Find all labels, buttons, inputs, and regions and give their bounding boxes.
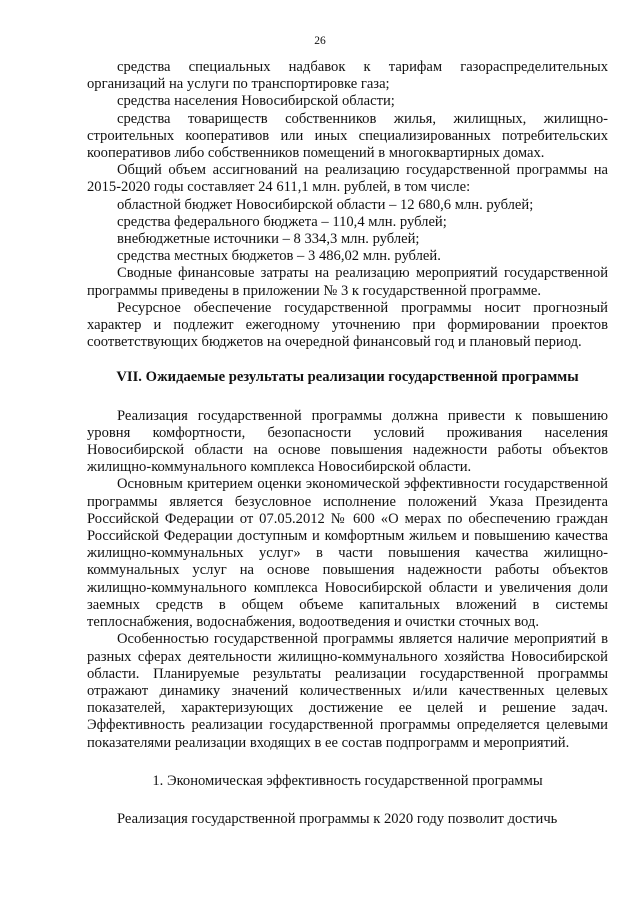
subsection-heading: 1. Экономическая эффективность государственной программы (152, 772, 543, 789)
paragraph: средства местных бюджетов – 3 486,02 млн. рублей. (117, 248, 441, 265)
paragraph: Общий объем ассигнований на реализацию государственной программы на 2015-2020 годы составляет 24 611,1 млн. рублей, в том числе: (87, 162, 608, 196)
paragraph: Ресурсное обеспечение государственной программы носит прогнозный характер и подлежит ежегодному уточнению при формировании проектов соответствующих бюджетов на очередной финансовый год и плановый период. (87, 299, 608, 351)
page-number: 26 (314, 35, 326, 47)
paragraph: Основным критерием оценки экономической эффективности государственной программы является безусловное исполнение положений Указа Президента Российской Федерации от 07.05.2012 № 600 «О мерах по обеспечению граждан Российской Федерации доступным и комфортным жильем и повышению качества жилищно-коммунальных услуг» в части повышения качества жилищно-коммунальных услуг на основе повышения надежности работы объектов жилищно-коммунального комплекса Новосибирской области и увеличения доли заемных средств в общем объеме капитальных вложений в системы теплоснабжения, водоснабжения, водоотведения и очистки сточных вод. (87, 476, 608, 631)
paragraph: Реализация государственной программы должна привести к повышению уровня комфортности, безопасности условий проживания населения Новосибирской области на основе повышения надежности работы объектов жилищно-коммунального комплекса Новосибирской области. (87, 407, 608, 476)
paragraph: областной бюджет Новосибирской области – 12 680,6 млн. рублей; (117, 196, 534, 213)
paragraph: средства населения Новосибирской области; (117, 93, 395, 110)
document-body (87, 59, 608, 828)
paragraph: Реализация государственной программы к 2020 году позволит достичь (117, 810, 558, 827)
paragraph: внебюджетные источники – 8 334,3 млн. рублей; (117, 231, 420, 248)
paragraph: средства федерального бюджета – 110,4 млн. рублей; (117, 213, 447, 230)
paragraph: Сводные финансовые затраты на реализацию мероприятий государственной программы приведены в приложении № 3 к государственной программе. (87, 265, 608, 299)
paragraph: Особенностью государственной программы является наличие мероприятий в разных сферах деятельности жилищно-коммунального хозяйства Новосибирской области. Планируемые результаты реализации государственной программы отражают динамику значений количественных и/или качественных целевых показателей, характеризующих достижение ее целей и решение задач. Эффективность реализации государственной программы определяется целевыми показателями реализации входящих в ее состав подпрограмм и мероприятий. (87, 631, 608, 751)
paragraph: средства специальных надбавок к тарифам газораспределительных организаций на услуги по транспортировке газа; (87, 59, 608, 93)
section-heading: VII. Ожидаемые результаты реализации государственной программы (116, 369, 579, 386)
paragraph: средства товариществ собственников жилья, жилищных, жилищно-строительных кооперативов или иных специализированных потребительских кооперативов либо собственников помещений в многоквартирных домах. (87, 110, 608, 162)
